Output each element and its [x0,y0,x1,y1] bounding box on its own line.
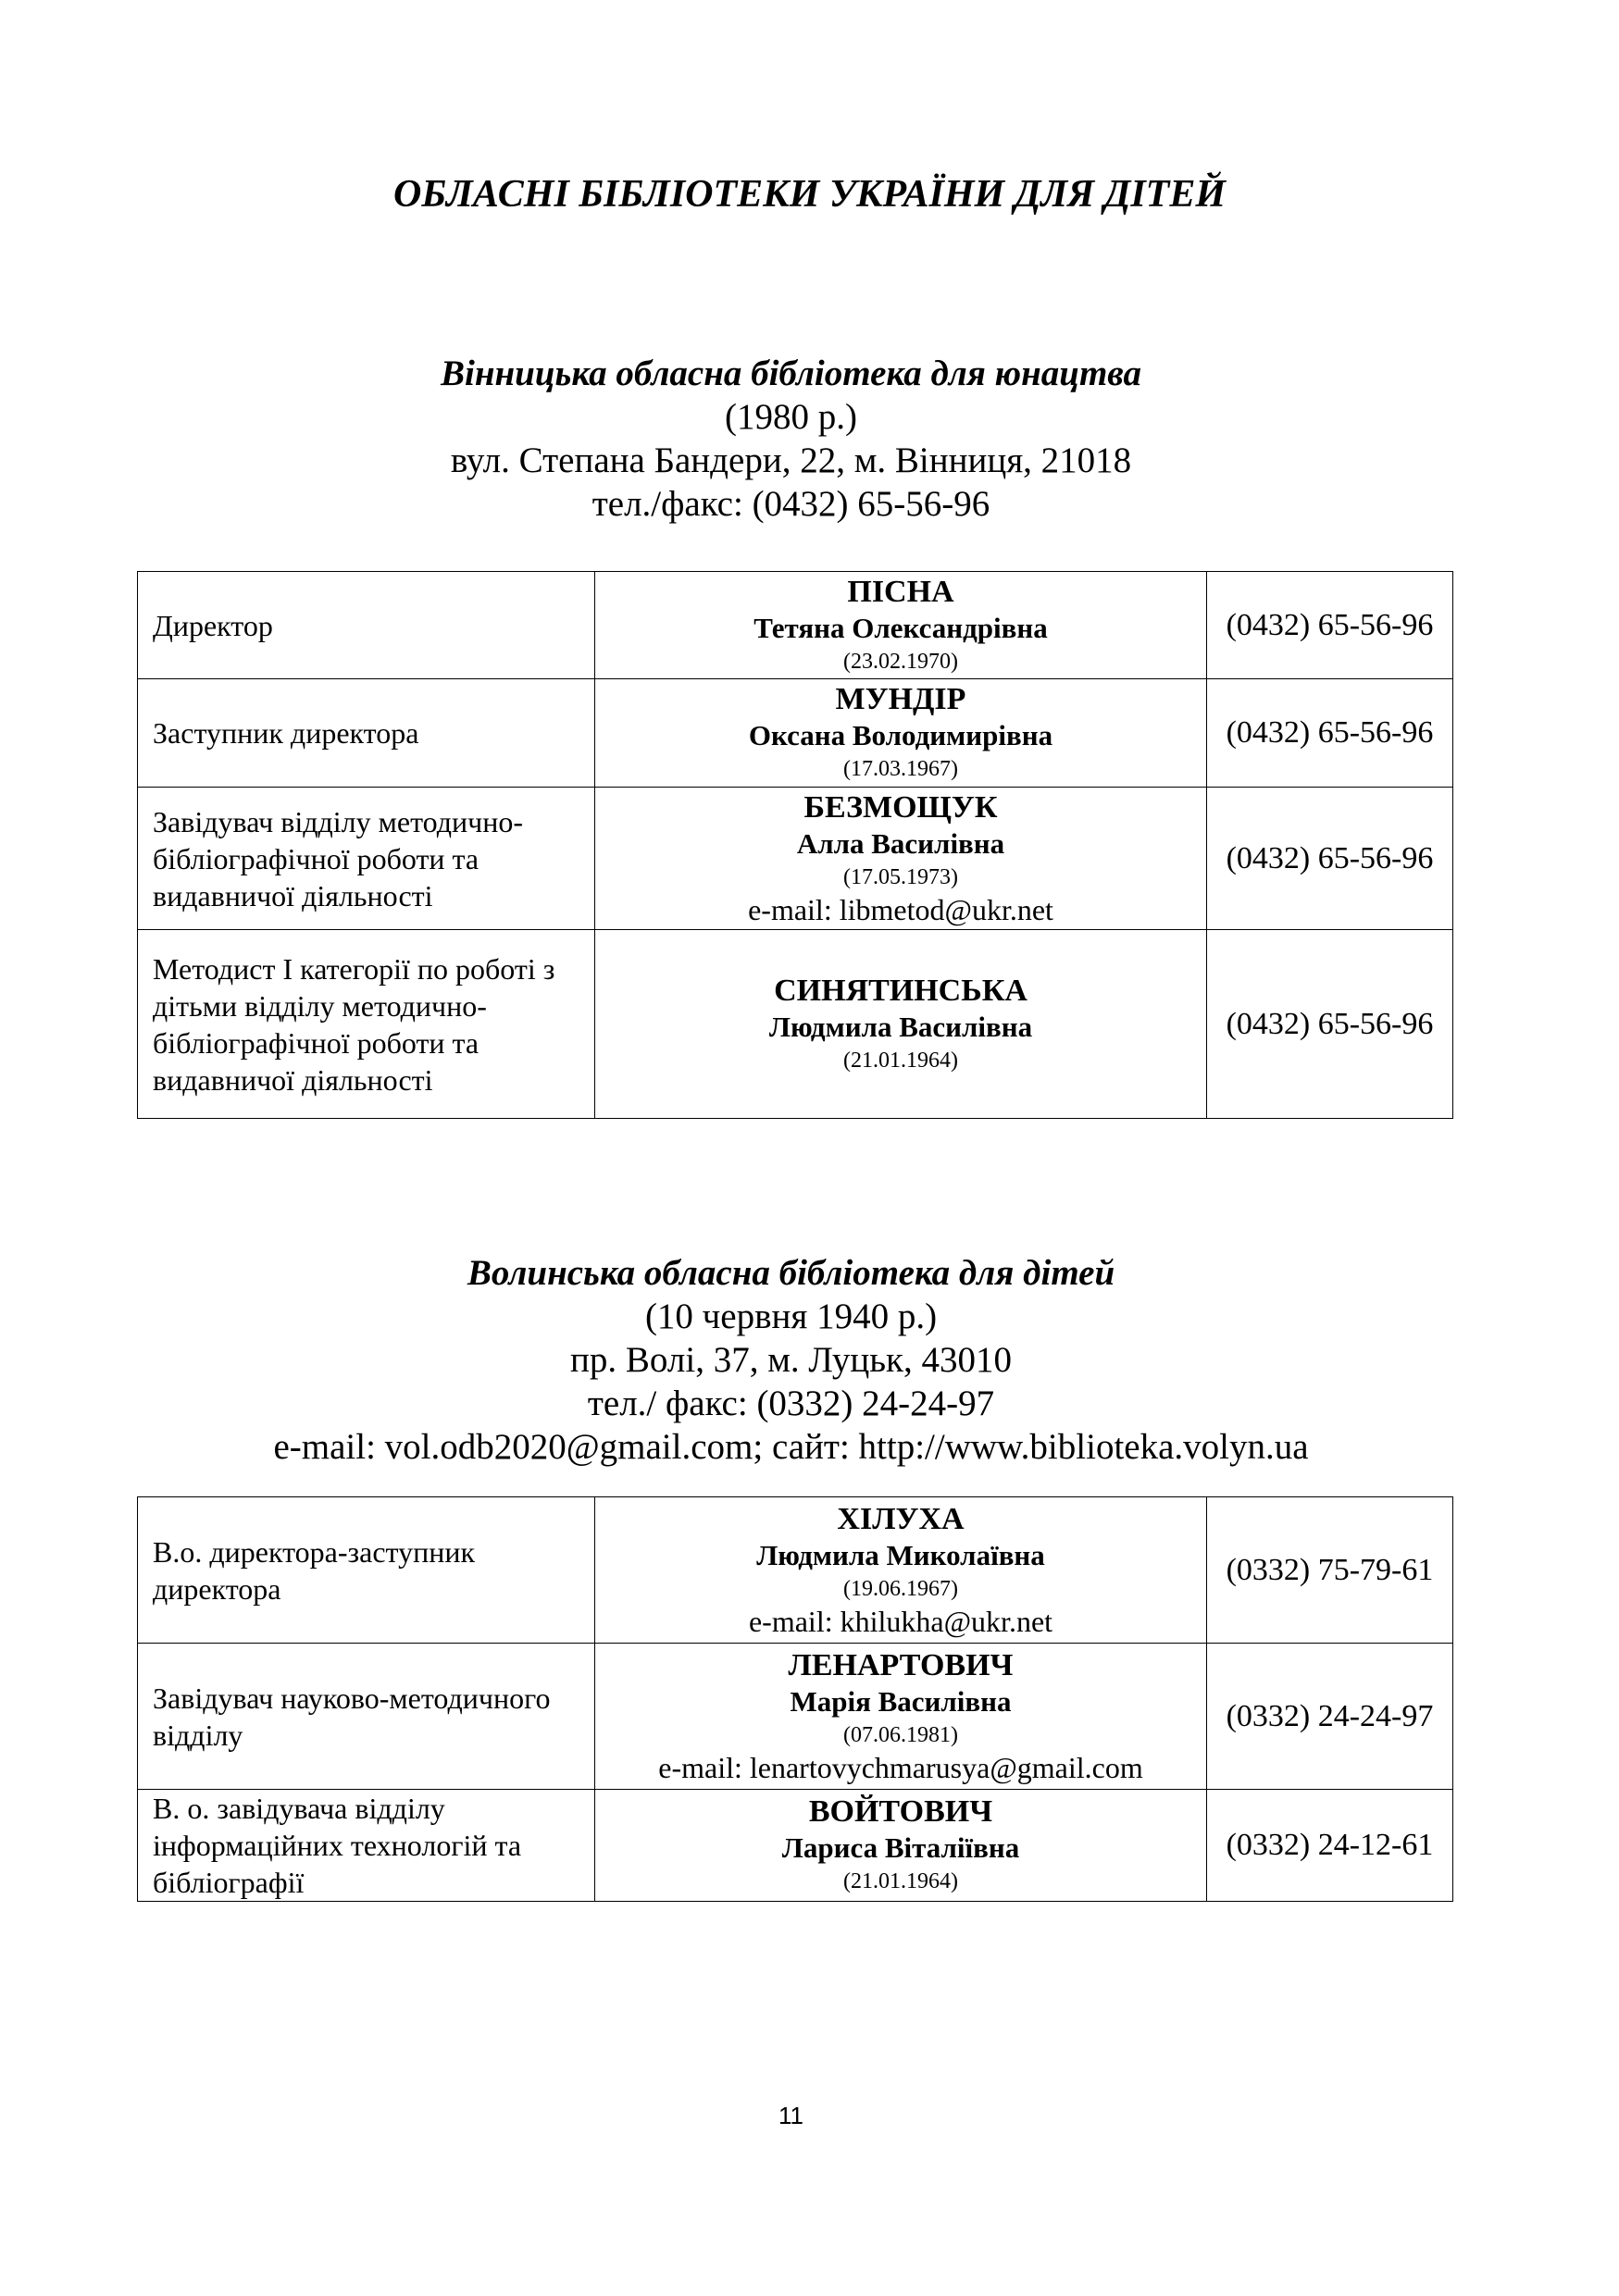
table-row [138,1644,1453,1790]
person-cell [595,572,1207,679]
position-cell: Завідувач відділу методично-бібліографічної роботи та видавничої діяльності [138,788,595,930]
phone-cell: (0332) 75-79-61 [1207,1497,1453,1644]
person-cell [595,1644,1207,1790]
fullname: Людмила Василівна [768,1010,1033,1043]
surname: ПІСНА [847,574,954,609]
surname: МУНДІР [835,682,966,716]
table-row [138,930,1453,1119]
surname: БЕЗМОЩУК [803,789,998,825]
staff-table-volyn [137,1496,1453,1902]
position-cell: Методист І категорії по роботі з дітьми відділу методично-бібліографічної роботи та видавничої діяльності [138,930,595,1119]
table-row [138,679,1453,788]
fullname: Марія Василівна [790,1684,1012,1718]
phone-cell: (0432) 65-56-96 [1207,930,1453,1119]
phone-cell: (0432) 65-56-96 [1207,572,1453,679]
staff-table-vinnytsia [137,571,1453,1119]
surname: СИНЯТИНСЬКА [774,973,1027,1008]
position-cell: Заступник директора [138,679,595,788]
fullname: Тетяна Олександрівна [753,611,1048,644]
library-name: Волинська обласна бібліотека для дітей [467,1253,1115,1293]
table-row [138,1497,1453,1644]
fullname: Лариса Віталіївна [781,1831,1020,1864]
fullname: Оксана Володимирівна [748,719,1053,751]
page-number: 11 [778,2102,803,2129]
phone-cell: (0332) 24-12-61 [1207,1790,1453,1902]
library-web: e-mail: vol.odb2020@gmail.com; сайт: http://www.biblioteka.volyn.ua [273,1427,1309,1467]
table-row [138,1790,1453,1902]
birth-date: (21.01.1964) [843,1869,958,1893]
person-cell [595,788,1207,930]
position-cell: В. о. завідувача відділу інформаційних технологій та бібліографії [138,1790,595,1902]
birth-date: (17.05.1973) [843,864,958,889]
birth-date: (21.01.1964) [843,1048,958,1073]
birth-date: (07.06.1981) [843,1722,958,1747]
birth-date: (23.02.1970) [843,649,958,674]
email: e-mail: khilukha@ukr.net [748,1604,1053,1638]
library-founded: (1980 р.) [725,397,857,437]
person-cell [595,1790,1207,1902]
surname: ХІЛУХА [837,1501,965,1536]
phone-cell: (0432) 65-56-96 [1207,788,1453,930]
fullname: Людмила Миколаївна [756,1538,1045,1571]
library-header-volyn [0,1251,1582,1469]
surname: ВОЙТОВИЧ [808,1794,993,1829]
table-row [138,572,1453,679]
person-cell [595,930,1207,1119]
person-cell [595,1497,1207,1644]
library-phone: тел./факс: (0432) 65-56-96 [592,484,990,524]
position-cell: Завідувач науково-методичного відділу [138,1644,595,1790]
page-title: ОБЛАСНІ БІБЛІОТЕКИ УКРАЇНИ ДЛЯ ДІТЕЙ [392,173,1227,216]
surname: ЛЕНАРТОВИЧ [788,1647,1014,1682]
library-name: Вінницька обласна бібліотека для юнацтва [441,354,1141,393]
phone-cell: (0332) 24-24-97 [1207,1644,1453,1790]
birth-date: (19.06.1967) [843,1576,958,1601]
table-row [138,788,1453,930]
email: e-mail: lenartovychmarusya@gmail.com [658,1750,1143,1784]
person-cell [595,679,1207,788]
fullname: Алла Василівна [796,826,1005,860]
library-address: пр. Волі, 37, м. Луцьк, 43010 [570,1340,1012,1380]
birth-date: (17.03.1967) [843,757,958,781]
library-header-vinnytsia [0,352,1582,526]
position-cell: В.о. директора-заступник директора [138,1497,595,1644]
library-address: вул. Степана Бандери, 22, м. Вінниця, 21018 [450,441,1132,480]
phone-cell: (0432) 65-56-96 [1207,679,1453,788]
email: e-mail: libmetod@ukr.net [748,892,1053,926]
library-phone: тел./ факс: (0332) 24-24-97 [587,1384,995,1423]
position-cell: Директор [138,572,595,679]
library-founded: (10 червня 1940 р.) [644,1297,938,1336]
